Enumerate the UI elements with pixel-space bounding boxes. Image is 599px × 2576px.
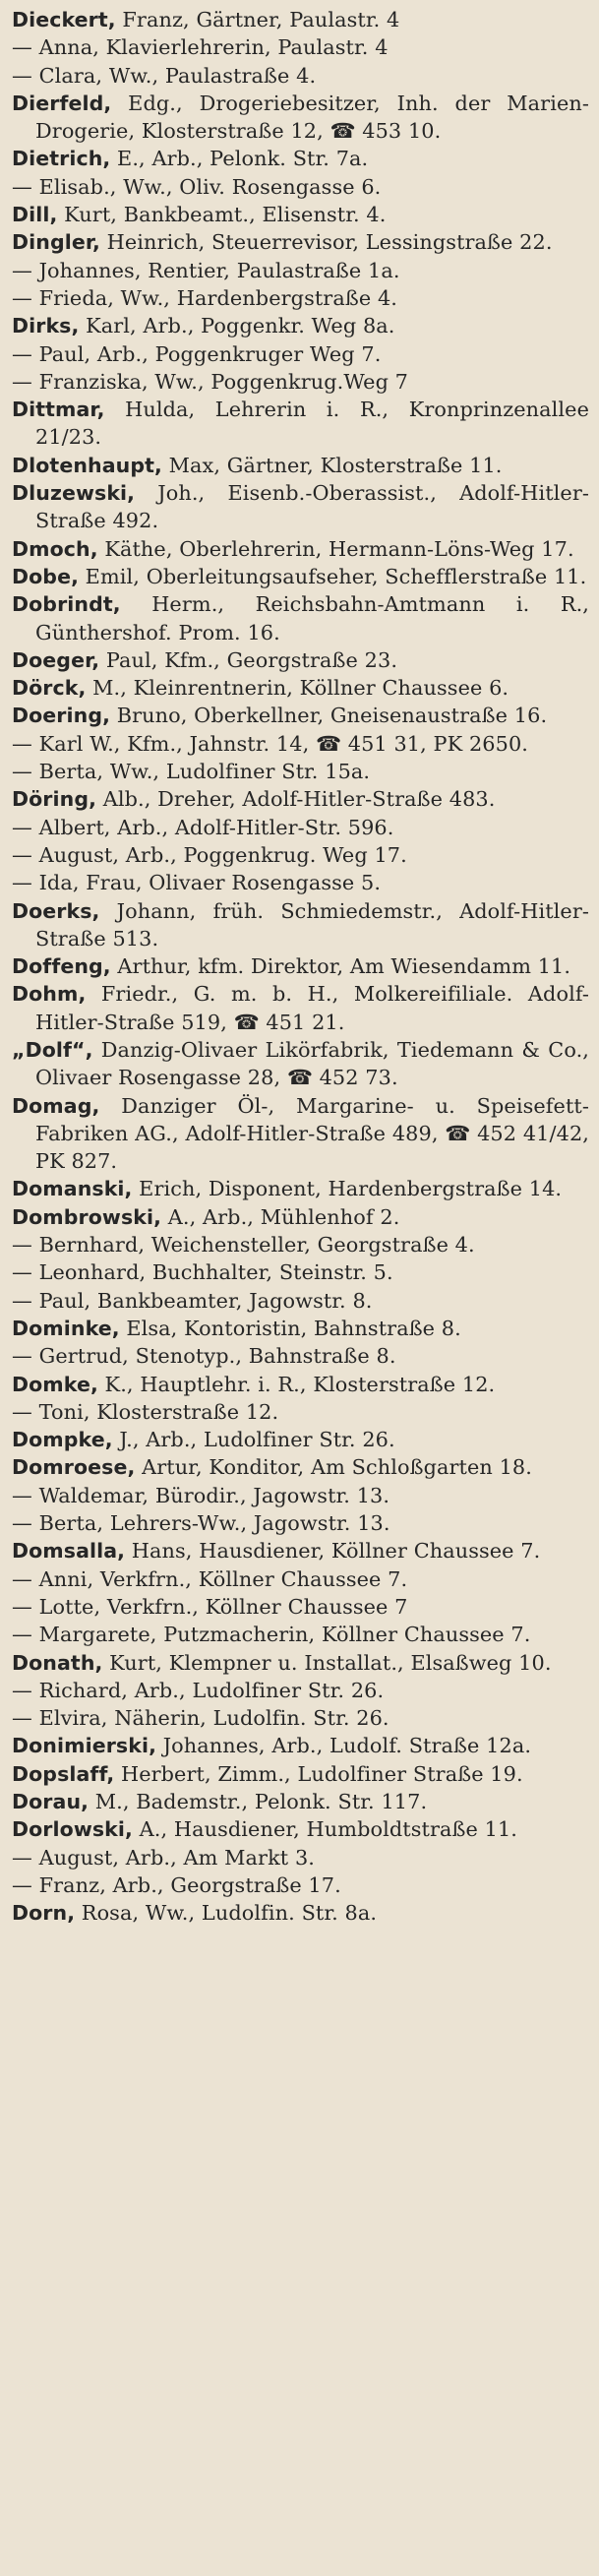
entry-details: — Lotte, Verkfrn., Köllner Chaussee 7	[12, 1594, 408, 1619]
entry-surname: Donath,	[12, 1650, 103, 1675]
entry-surname: Domroese,	[12, 1455, 136, 1480]
entry-details: — Margarete, Putzmacherin, Köllner Chaussee 7.	[12, 1623, 531, 1647]
entry-surname: Dill,	[12, 203, 58, 227]
entry-surname: Domag,	[12, 1093, 100, 1118]
entry-details: Danzig-Olivaer Likörfabrik, Tiedemann & Co., Olivaer Rosengasse 28, ☎ 452 73.	[35, 1037, 589, 1090]
entry-details: Johann, früh. Schmiedemstr., Adolf-Hitler-Straße 513.	[35, 898, 589, 951]
entry-surname: Döring,	[12, 787, 96, 812]
entry-details: M., Kleinrentnerin, Köllner Chaussee 6.	[86, 676, 509, 701]
directory-entry	[12, 980, 589, 1036]
entry-details: Emil, Oberleitungsaufseher, Schefflerstraße 11.	[78, 564, 587, 588]
directory-entry	[12, 841, 589, 869]
directory-entry	[12, 1426, 589, 1453]
entry-details: Edg., Drogeriebesitzer, Inh. der Marien-Drogerie, Klosterstraße 12, ☎ 453 10.	[35, 91, 589, 144]
entry-surname: Dluzewski,	[12, 481, 136, 506]
directory-entry	[12, 62, 589, 90]
entry-surname: Dietrich,	[12, 147, 111, 171]
entry-details: — Paul, Arb., Poggenkruger Weg 7.	[12, 341, 382, 366]
entry-details: M., Bademstr., Pelonk. Str. 117.	[89, 1790, 428, 1813]
entry-surname: Dlotenhaupt,	[12, 453, 162, 477]
entry-details: Rosa, Ww., Ludolfin. Str. 8a.	[75, 1901, 378, 1926]
directory-entry	[12, 173, 589, 201]
directory-entry	[12, 1203, 589, 1231]
directory-entry	[12, 90, 589, 146]
entry-details: Herm., Reichsbahn-Amtmann i. R., Günthershof. Prom. 16.	[35, 592, 589, 644]
entry-surname: Dopslaff,	[12, 1761, 115, 1786]
directory-entry	[12, 201, 589, 228]
entry-surname: Dompke,	[12, 1428, 113, 1452]
entry-surname: Donimierski,	[12, 1734, 156, 1758]
entry-details: — Franziska, Ww., Poggenkrug.Weg 7	[12, 369, 409, 394]
directory-entry	[12, 1398, 589, 1426]
entry-surname: Dobe,	[12, 564, 79, 588]
directory-entry	[12, 6, 589, 33]
directory-entry	[12, 1732, 589, 1759]
entry-details: Hans, Hausdiener, Köllner Chaussee 7.	[125, 1539, 541, 1564]
entry-surname: Domsalla,	[12, 1539, 126, 1564]
directory-entry	[12, 1315, 589, 1342]
entry-details: Franz, Gärtner, Paulastr. 4	[115, 8, 400, 31]
entry-details: J., Arb., Ludolfiner Str. 26.	[112, 1428, 395, 1452]
entry-details: Karl, Arb., Poggenkr. Weg 8a.	[79, 314, 395, 338]
directory-entry	[12, 284, 589, 312]
entry-details: — Berta, Ww., Ludolfiner Str. 15a.	[12, 760, 371, 784]
entry-surname: Dorn,	[12, 1901, 76, 1926]
directory-entry	[12, 1871, 589, 1899]
entry-surname: Dingler,	[12, 230, 100, 255]
entry-details: Kurt, Klempner u. Installat., Elsaßweg 10.	[102, 1650, 552, 1675]
entry-surname: Dohm,	[12, 982, 87, 1007]
entry-details: Heinrich, Steuerrevisor, Lessingstraße 22.	[99, 230, 553, 255]
directory-entry	[12, 145, 589, 172]
directory-entry	[12, 1258, 589, 1286]
directory-entry	[12, 452, 589, 479]
directory-entry	[12, 730, 589, 758]
directory-entry	[12, 1175, 589, 1202]
directory-entry	[12, 674, 589, 702]
entry-surname: Dmoch,	[12, 536, 98, 561]
entry-details: — August, Arb., Am Markt 3.	[12, 1845, 315, 1870]
entry-surname: Doering,	[12, 704, 110, 728]
directory-entry	[12, 368, 589, 396]
directory-entry	[12, 1649, 589, 1677]
entry-details: — Berta, Lehrers-Ww., Jagowstr. 13.	[12, 1511, 390, 1536]
entry-details: — Karl W., Kfm., Jahnstr. 14, ☎ 451 31, PK 2650.	[12, 731, 529, 756]
entry-details: — Anni, Verkfrn., Köllner Chaussee 7.	[12, 1566, 408, 1591]
entry-details: — Waldemar, Bürodir., Jagowstr. 13.	[12, 1483, 390, 1507]
directory-entry	[12, 814, 589, 841]
entry-details: Friedr., G. m. b. H., Molkereifiliale. Adolf-Hitler-Straße 519, ☎ 451 21.	[35, 982, 589, 1034]
entry-details: Bruno, Oberkellner, Gneisenaustraße 16.	[110, 704, 548, 728]
entry-details: — Richard, Arb., Ludolfiner Str. 26.	[12, 1678, 385, 1702]
entry-details: Kurt, Bankbeamt., Elisenstr. 4.	[57, 203, 387, 227]
directory-entry	[12, 1371, 589, 1398]
entry-surname: Dobrindt,	[12, 592, 121, 617]
entry-surname: Dörck,	[12, 676, 87, 701]
entry-details: Käthe, Oberlehrerin, Hermann-Löns-Weg 17.	[97, 536, 574, 561]
entry-details: Max, Gärtner, Klosterstraße 11.	[161, 453, 503, 477]
directory-entry	[12, 1509, 589, 1537]
entry-details: — Ida, Frau, Olivaer Rosengasse 5.	[12, 871, 382, 895]
entry-details: Erich, Disponent, Hardenbergstraße 14.	[132, 1177, 563, 1201]
directory-entry	[12, 535, 589, 563]
entry-details: Artur, Konditor, Am Schloßgarten 18.	[135, 1455, 532, 1480]
directory-entry	[12, 1565, 589, 1593]
entry-details: — Albert, Arb., Adolf-Hitler-Str. 596.	[12, 815, 394, 839]
entry-details: Alb., Dreher, Adolf-Hitler-Straße 483.	[96, 787, 496, 812]
directory-entry	[12, 897, 589, 953]
directory-entry	[12, 479, 589, 535]
directory-entry	[12, 702, 589, 729]
directory-entry	[12, 563, 589, 590]
directory-entry	[12, 33, 589, 61]
directory-entry	[12, 869, 589, 896]
entry-surname: Dittmar,	[12, 398, 105, 422]
entry-details: — Gertrud, Stenotyp., Bahnstraße 8.	[12, 1344, 396, 1369]
directory-entry	[12, 590, 589, 646]
entry-surname: Doerks,	[12, 898, 100, 923]
entry-surname: Dorlowski,	[12, 1817, 133, 1842]
entry-surname: Dominke,	[12, 1316, 120, 1340]
directory-entry	[12, 1760, 589, 1788]
directory-entry	[12, 257, 589, 284]
entry-details: Arthur, kfm. Direktor, Am Wiesendamm 11.	[110, 954, 571, 979]
entry-details: Joh., Eisenb.-Oberassist., Adolf-Hitler-Straße 492.	[35, 481, 589, 533]
entry-details: Danziger Öl-, Margarine- u. Speisefett-Fabriken AG., Adolf-Hitler-Straße 489, ☎ 452 41/42, PK 827.	[35, 1093, 589, 1174]
directory-entry	[12, 758, 589, 785]
entry-surname: „Dolf“,	[12, 1037, 93, 1062]
directory-entry	[12, 785, 589, 813]
entry-details: — Frieda, Ww., Hardenbergstraße 4.	[12, 285, 398, 310]
directory-entry	[12, 228, 589, 256]
directory-entry	[12, 1287, 589, 1315]
entry-details: — Johannes, Rentier, Paulastraße 1a.	[12, 258, 400, 282]
entry-surname: Domke,	[12, 1372, 98, 1396]
directory-entry	[12, 1815, 589, 1843]
entry-details: — Clara, Ww., Paulastraße 4.	[12, 63, 317, 88]
entry-details: Johannes, Arb., Ludolf. Straße 12a.	[155, 1734, 532, 1758]
entry-details: — Bernhard, Weichensteller, Georgstraße 4.	[12, 1233, 475, 1257]
directory-entry	[12, 396, 589, 452]
directory-entry	[12, 1453, 589, 1481]
directory-entry	[12, 1704, 589, 1732]
directory-entry	[12, 1844, 589, 1871]
directory-entry	[12, 1342, 589, 1370]
entry-surname: Dirks,	[12, 314, 80, 338]
entry-details: — Toni, Klosterstraße 12.	[12, 1399, 279, 1424]
entry-surname: Dombrowski,	[12, 1204, 162, 1229]
entry-details: Hulda, Lehrerin i. R., Kronprinzenallee 21/23.	[35, 398, 589, 450]
entry-surname: Domanski,	[12, 1177, 133, 1201]
directory-entry	[12, 1231, 589, 1258]
entry-surname: Dorau,	[12, 1790, 90, 1813]
entry-details: — Leonhard, Buchhalter, Steinstr. 5.	[12, 1260, 393, 1285]
directory-entry	[12, 1899, 589, 1927]
entry-details: — Paul, Bankbeamter, Jagowstr. 8.	[12, 1288, 373, 1313]
directory-entry	[12, 646, 589, 674]
entry-details: — Elisab., Ww., Oliv. Rosengasse 6.	[12, 174, 382, 199]
directory-entry	[12, 1036, 589, 1092]
directory-entry	[12, 1621, 589, 1648]
entry-details: K., Hauptlehr. i. R., Klosterstraße 12.	[97, 1372, 496, 1396]
directory-entry	[12, 1788, 589, 1815]
entry-details: Elsa, Kontoristin, Bahnstraße 8.	[119, 1316, 461, 1340]
directory-entry	[12, 1593, 589, 1621]
entry-details: E., Arb., Pelonk. Str. 7a.	[110, 147, 369, 171]
directory-entry	[12, 952, 589, 980]
entry-surname: Doffeng,	[12, 954, 111, 979]
entry-details: — Anna, Klavierlehrerin, Paulastr. 4	[12, 35, 389, 60]
directory-entry	[12, 1092, 589, 1176]
entry-surname: Dieckert,	[12, 8, 116, 31]
entry-details: A., Arb., Mühlenhof 2.	[161, 1204, 400, 1229]
entry-details: — August, Arb., Poggenkrug. Weg 17.	[12, 842, 407, 867]
entry-details: A., Hausdiener, Humboldtstraße 11.	[132, 1817, 517, 1842]
entry-details: Herbert, Zimm., Ludolfiner Straße 19.	[114, 1761, 523, 1786]
directory-entry	[12, 1482, 589, 1509]
entry-details: — Elvira, Näherin, Ludolfin. Str. 26.	[12, 1706, 389, 1731]
directory-entry	[12, 1677, 589, 1704]
directory-entry	[12, 1537, 589, 1564]
entry-details: Paul, Kfm., Georgstraße 23.	[99, 647, 398, 672]
directory-entries	[12, 6, 589, 1927]
directory-entry	[12, 312, 589, 339]
entry-surname: Doeger,	[12, 647, 100, 672]
directory-entry	[12, 340, 589, 368]
entry-surname: Dierfeld,	[12, 91, 112, 115]
entry-details: — Franz, Arb., Georgstraße 17.	[12, 1872, 341, 1897]
